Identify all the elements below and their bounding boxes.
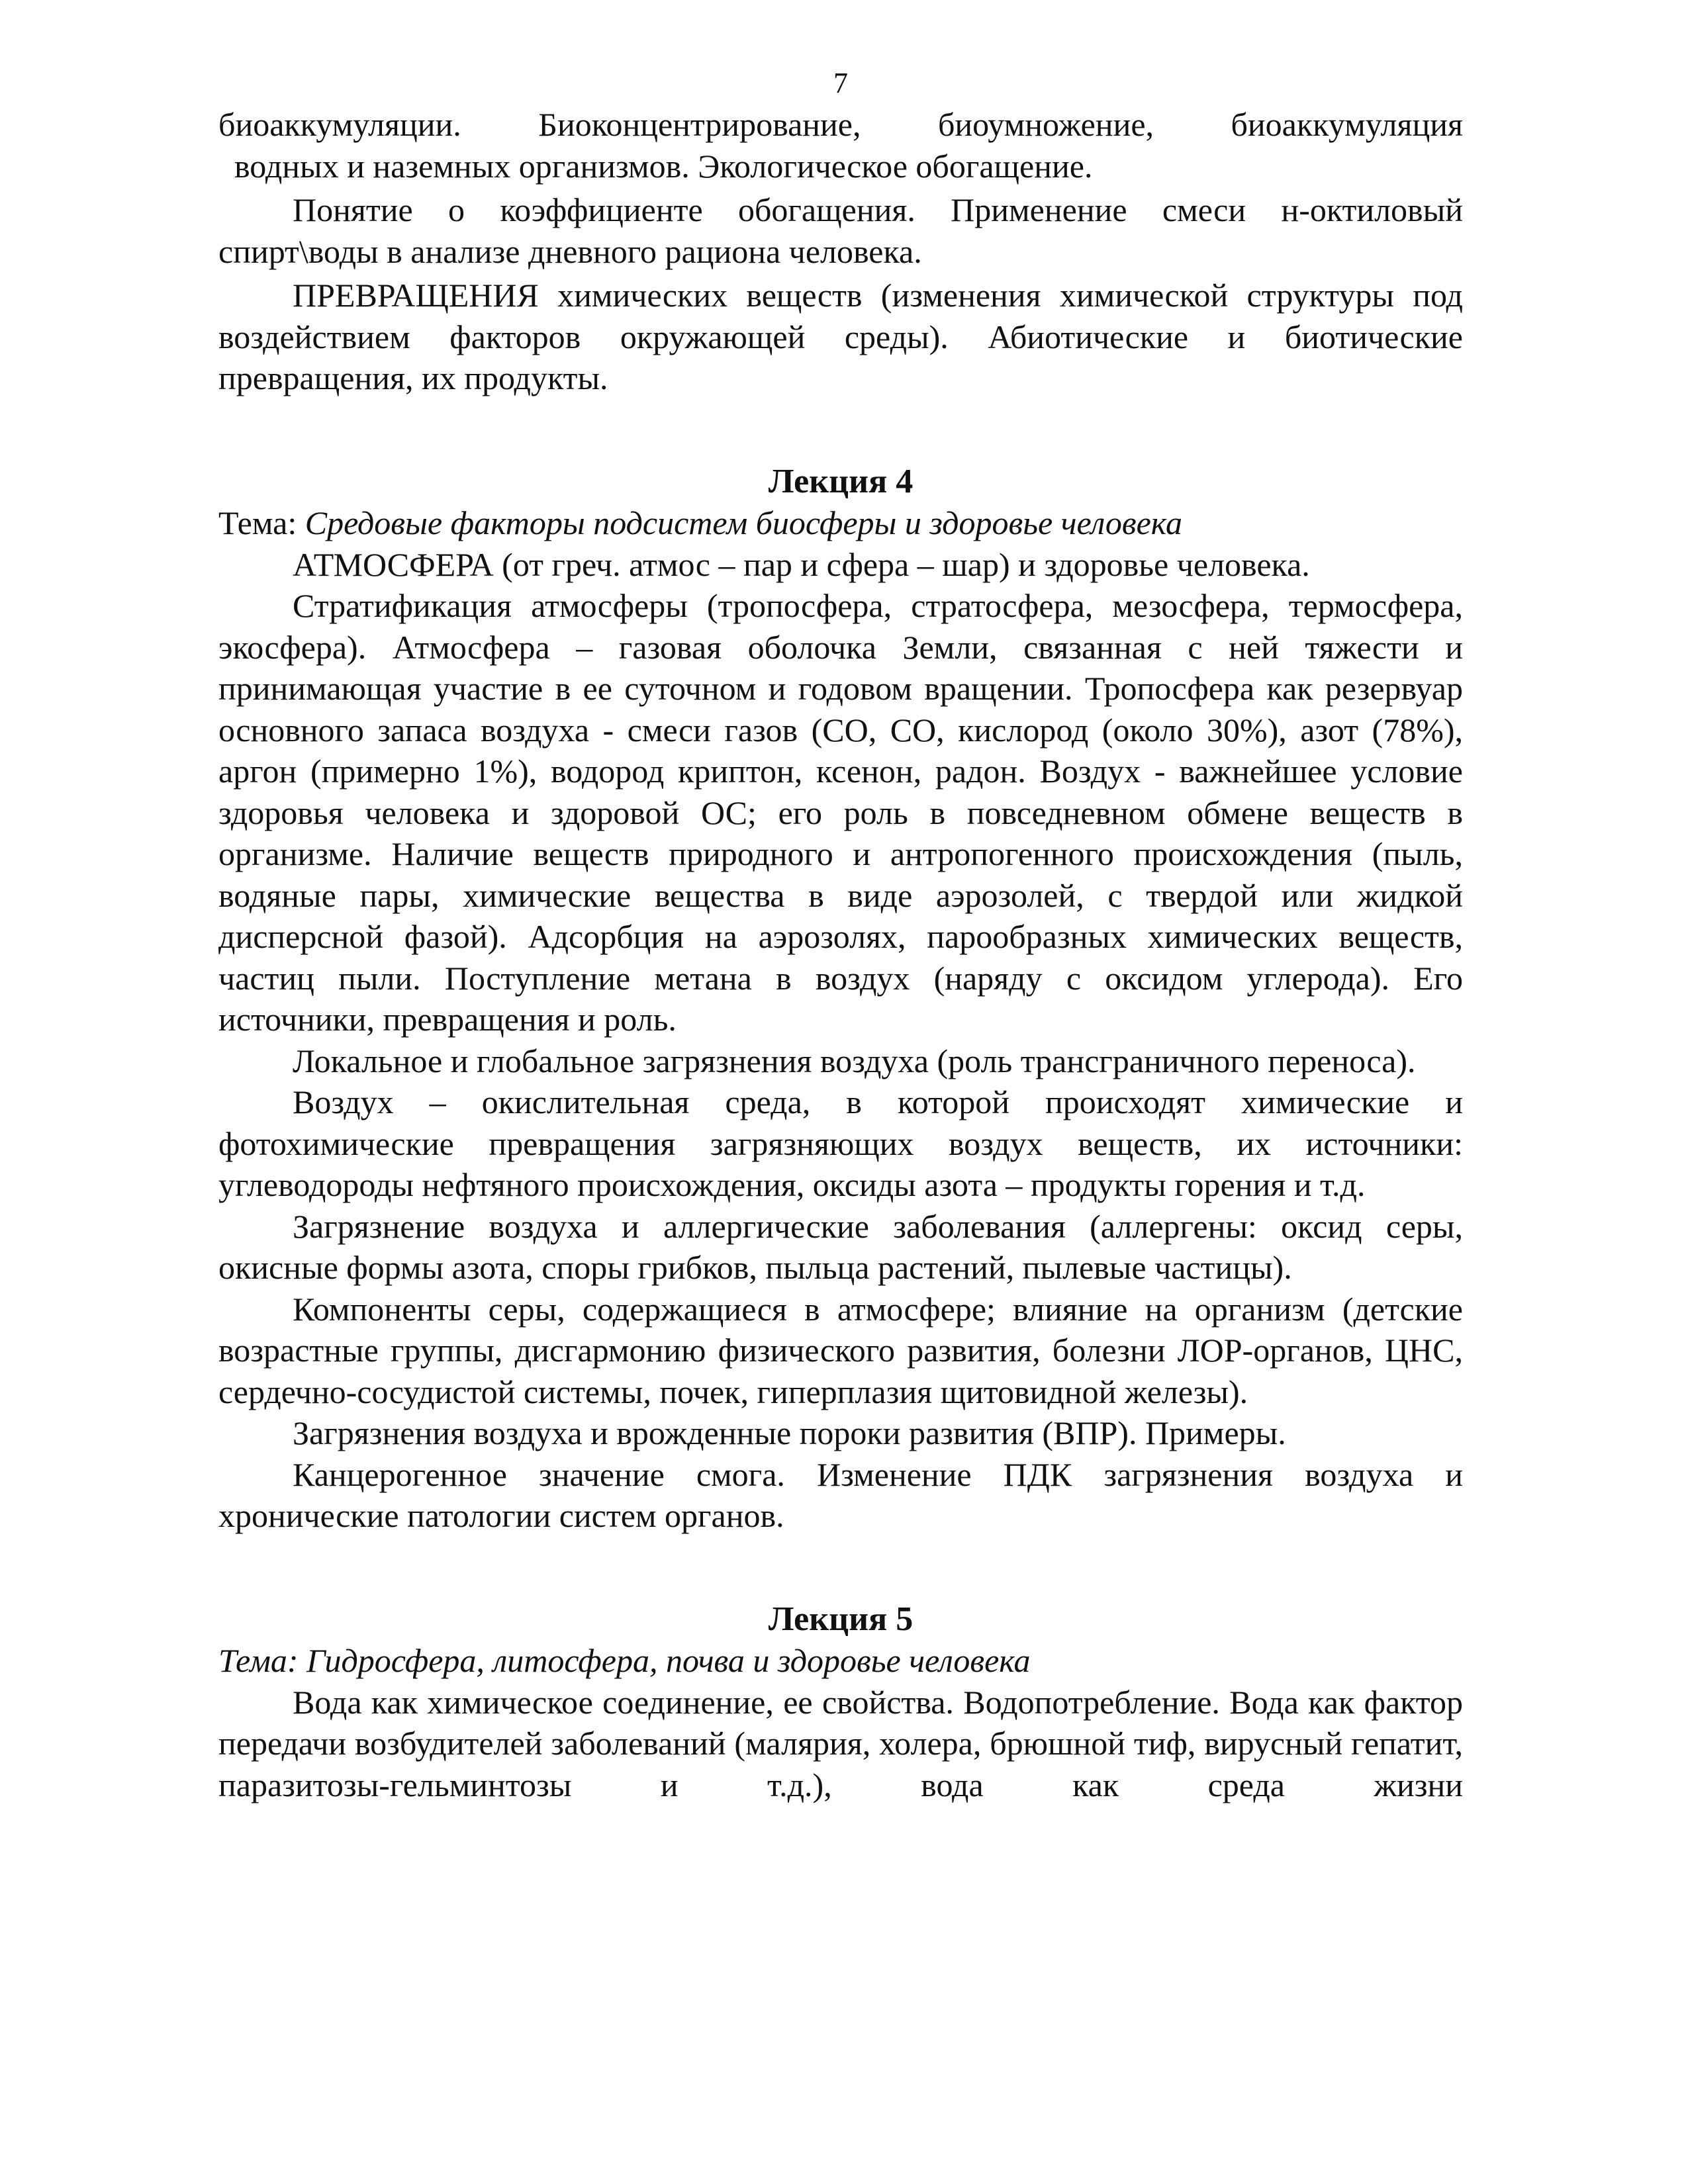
lecture-4-paragraph: Локальное и глобальное загрязнения воздуха (роль трансграничного переноса). xyxy=(293,1042,1416,1079)
lecture-5-title: Лекция 5 xyxy=(768,1600,914,1638)
lecture-4-paragraph: Загрязнение воздуха и аллергические заболевания (аллергены: оксид серы, окисные формы азота, споры грибков, пыльца растений, пылевые частицы). xyxy=(218,1207,1463,1286)
lecture-4-paragraph: Канцерогенное значение смога. Изменение ПДК загрязнения воздуха и хронические патологии систем органов. xyxy=(218,1455,1463,1534)
lecture-5-section xyxy=(218,1599,1463,1806)
intro-paragraph-transformations: ПРЕВРАЩЕНИЯ химических веществ (изменения химической структуры под воздействием факторов окружающей среды). Абиотические и биотические превращения, их продукты. xyxy=(218,277,1463,396)
lecture-5-paragraph: Вода как химическое соединение, ее свойства. Водопотребление. Вода как фактор передачи возбудителей заболеваний (малярия, холера, брюшной тиф, вирусный гепатит, паразитозы-гельминтозы и т.д.), вода как среда жизни xyxy=(218,1683,1463,1803)
lecture-5-topic xyxy=(218,1640,1463,1682)
document-page xyxy=(218,63,1463,1805)
lecture-4-paragraph: Стратификация атмосферы (тропосфера, стратосфера, мезосфера, термосфера, экосфера). Атмосфера – газовая оболочка Земли, связанная с ней тяжести и принимающая участие в ее суточном и годовом вращении. Тропосфера как резервуар основного запаса воздуха - смеси газов (СО, СО, кислород (около 30%), азот (78%), аргон (примерно 1%), водород криптон, ксенон, радон. Воздух - важнейшее условие здоровья человека и здоровой ОС; его роль в повседневном обмене веществ в организме. Наличие веществ природного и антропогенного происхождения (пыль, водяные пары, химические вещества в виде аэрозолей, с твердой или жидкой дисперсной фазой). Адсорбция на аэрозолях, парообразных химических веществ, частиц пыли. Поступление метана в воздух (наряду с оксидом углерода). Его источники, превращения и роль. xyxy=(218,587,1463,1038)
lecture-4-paragraph: Воздух – окислительная среда, в которой происходят химические и фотохимические превращения загрязняющих воздух веществ, их источники: углеводороды нефтяного происхождения, оксиды азота – продукты горения и т.д. xyxy=(218,1083,1463,1203)
lecture-4-topic xyxy=(218,502,1463,544)
lecture-4-title: Лекция 4 xyxy=(768,462,914,500)
lecture-4-topic-text: Средовые факторы подсистем биосферы и здоровье человека xyxy=(305,504,1182,541)
lecture-4-topic-label: Тема: xyxy=(218,504,297,541)
intro-line-2: водных и наземных организмов. Экологическое обогащение. xyxy=(234,147,1093,185)
lecture-4-paragraph: Загрязнения воздуха и врожденные пороки развития (ВПР). Примеры. xyxy=(293,1414,1286,1451)
intro-paragraph-enrichment: Понятие о коэффициенте обогащения. Применение смеси н-октиловый спирт\воды в анализе дневного рациона человека. xyxy=(218,191,1463,270)
lecture-5-topic-text: Гидросфера, литосфера, почва и здоровье человека xyxy=(306,1642,1031,1679)
lecture-4-paragraph: АТМОСФЕРА (от греч. атмос – пар и сфера – шар) и здоровье человека. xyxy=(293,545,1310,583)
intro-section xyxy=(218,104,1463,399)
lecture-4-paragraph: Компоненты серы, содержащиеся в атмосфере; влияние на организм (детские возрастные группы, дисгармонию физического развития, болезни ЛОР-органов, ЦНС, сердечно-сосудистой системы, почек, гиперплазия щитовидной железы). xyxy=(218,1290,1463,1410)
page-number: 7 xyxy=(833,67,848,99)
lecture-5-topic-label: Тема: xyxy=(218,1642,299,1679)
intro-line-1: биоаккумуляции. Биоконцентрирование, биоумножение, биоаккумуляция xyxy=(218,106,1463,143)
lecture-4-section xyxy=(218,461,1463,1537)
